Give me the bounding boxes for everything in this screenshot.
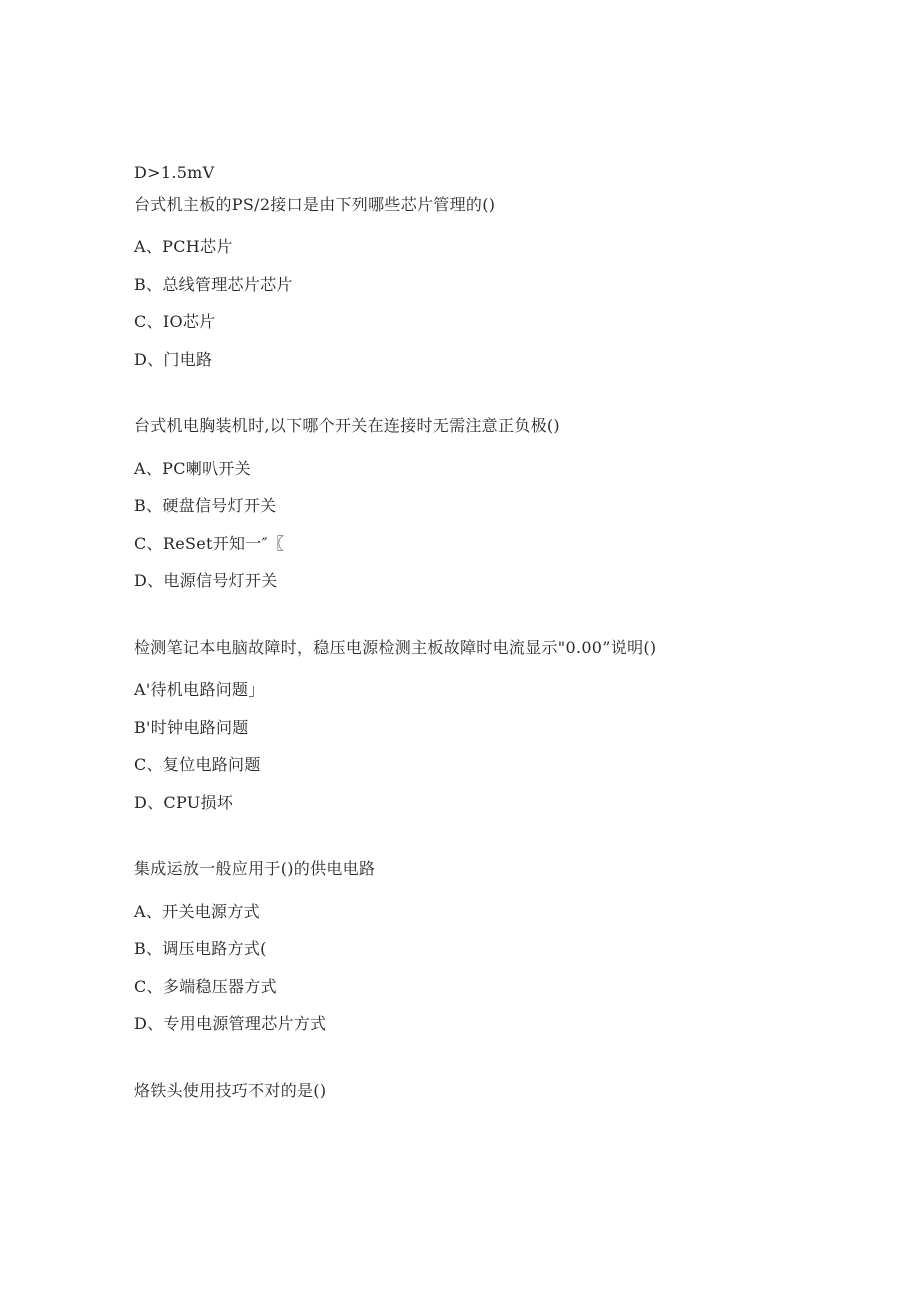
q1-option-d: D、门电路 bbox=[134, 350, 213, 369]
q2-option-b: B、硬盘信号灯开关 bbox=[134, 496, 277, 515]
question-5: 烙铁头使用技巧不对的是() bbox=[134, 1081, 327, 1100]
question-1: 台式机主板的PS/2接口是由下列哪些芯片管理的() bbox=[134, 195, 496, 214]
q2-option-d: D、电源信号灯开关 bbox=[134, 571, 278, 590]
option-d-prev: D>1.5mV bbox=[134, 163, 215, 182]
q1-option-b: B、总线管理芯片芯片 bbox=[134, 275, 293, 294]
q4-option-c: C、多端稳压器方式 bbox=[134, 977, 277, 996]
question-4: 集成运放一般应用于()的供电电路 bbox=[134, 859, 376, 878]
q3-option-d: D、CPU损坏 bbox=[134, 793, 234, 812]
q1-option-a: A、PCH芯片 bbox=[134, 237, 233, 256]
q4-option-a: A、开关电源方式 bbox=[134, 902, 260, 921]
q3-option-a: A'待机电路问题」 bbox=[134, 680, 265, 699]
q3-option-c: C、复位电路问题 bbox=[134, 755, 261, 774]
question-2: 台式机电胸装机时,以下哪个开关在连接时无需注意正负极() bbox=[134, 416, 560, 435]
q4-option-d: D、专用电源管理芯片方式 bbox=[134, 1014, 327, 1033]
q2-option-c: C、ReSet开知一″〖 bbox=[134, 534, 285, 553]
q3-option-b: B'时钟电路问题 bbox=[134, 718, 249, 737]
q1-option-c: C、IO芯片 bbox=[134, 312, 216, 331]
q2-option-a: A、PC喇叭开关 bbox=[134, 459, 251, 478]
q4-option-b: B、调压电路方式( bbox=[134, 939, 267, 958]
question-3: 检测笔记本电脑故障时，稳压电源检测主板故障时电流显示"0.00”说明() bbox=[134, 638, 657, 657]
